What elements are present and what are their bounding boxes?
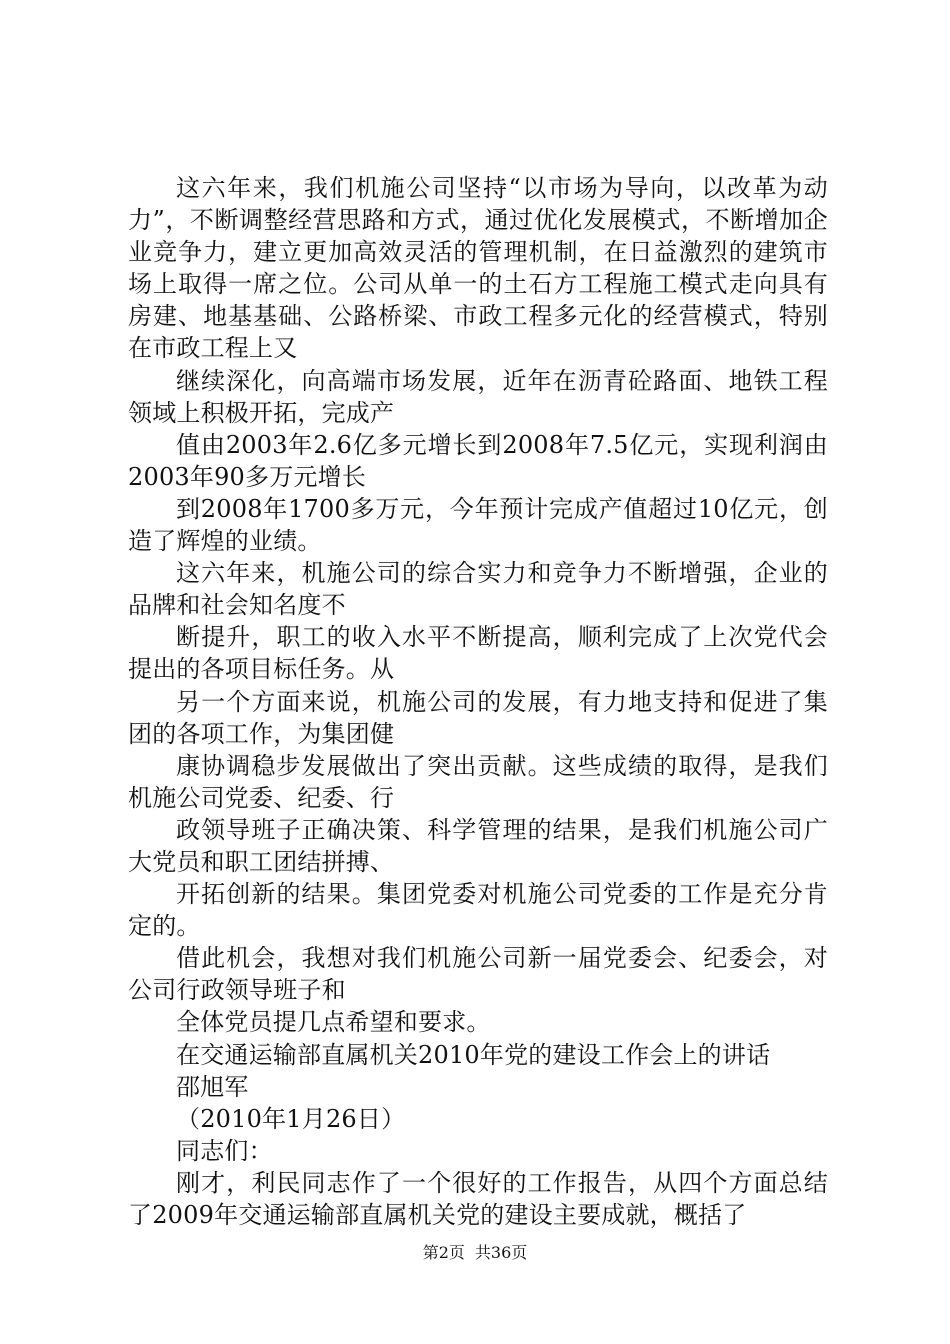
speech-title: 在交通运输部直属机关2010年党的建设工作会上的讲话 <box>176 1040 771 1069</box>
page-total: 共36页 <box>474 1243 528 1262</box>
paragraph: 康协调稳步发展做出了突出贡献。这些成绩的取得，是我们机施公司党委、纪委、行 <box>128 751 828 812</box>
paragraph: 借此机会，我想对我们机施公司新一届党委会、纪委会，对公司行政领导班子和 <box>128 944 828 1005</box>
document-body <box>128 172 828 1231</box>
paragraph: 刚才，利民同志作了一个很好的工作报告，从四个方面总结了2009年交通运输部直属机关党的建设主要成就，概括了 <box>128 1168 828 1229</box>
speaker-name: 邵旭军 <box>176 1072 249 1101</box>
paragraph: 值由2003年2.6亿多元增长到2008年7.5亿元，实现利润由2003年90多万元增长 <box>128 430 828 491</box>
page-footer <box>0 1242 950 1264</box>
paragraph: 到2008年1700多万元，今年预计完成产值超过10亿元，创造了辉煌的业绩。 <box>128 494 828 556</box>
paragraph: 开拓创新的结果。集团党委对机施公司党委的工作是充分肯定的。 <box>128 880 828 941</box>
paragraph: 断提升，职工的收入水平不断提高，顺利完成了上次党代会提出的各项目标任务。从 <box>128 623 828 684</box>
salutation: 同志们： <box>176 1136 273 1165</box>
paragraph: 全体党员提几点希望和要求。 <box>176 1008 491 1037</box>
paragraph: 这六年来，机施公司的综合实力和竞争力不断增强，企业的品牌和社会知名度不 <box>128 559 828 620</box>
page-number: 第2页 <box>422 1243 465 1262</box>
paragraph: 这六年来，我们机施公司坚持“以市场为导向，以改革为动力”，不断调整经营思路和方式，通过优化发展模式，不断增加企业竞争力，建立更加高效灵活的管理机制，在日益激烈的建筑市场上取得一席之位。公司从单一的土石方工程施工模式走向具有房建、地基基础、公路桥梁、市政工程多元化的经营模式，特别在市政工程上又 <box>128 174 828 363</box>
paragraph: 政领导班子正确决策、科学管理的结果，是我们机施公司广大党员和职工团结拼搏、 <box>128 815 828 876</box>
paragraph: 继续深化，向高端市场发展，近年在沥青砼路面、地铁工程领域上积极开拓，完成产 <box>128 366 828 427</box>
speech-date: （2010年1月26日） <box>176 1104 406 1133</box>
paragraph: 另一个方面来说，机施公司的发展，有力地支持和促进了集团的各项工作，为集团健 <box>128 687 828 748</box>
